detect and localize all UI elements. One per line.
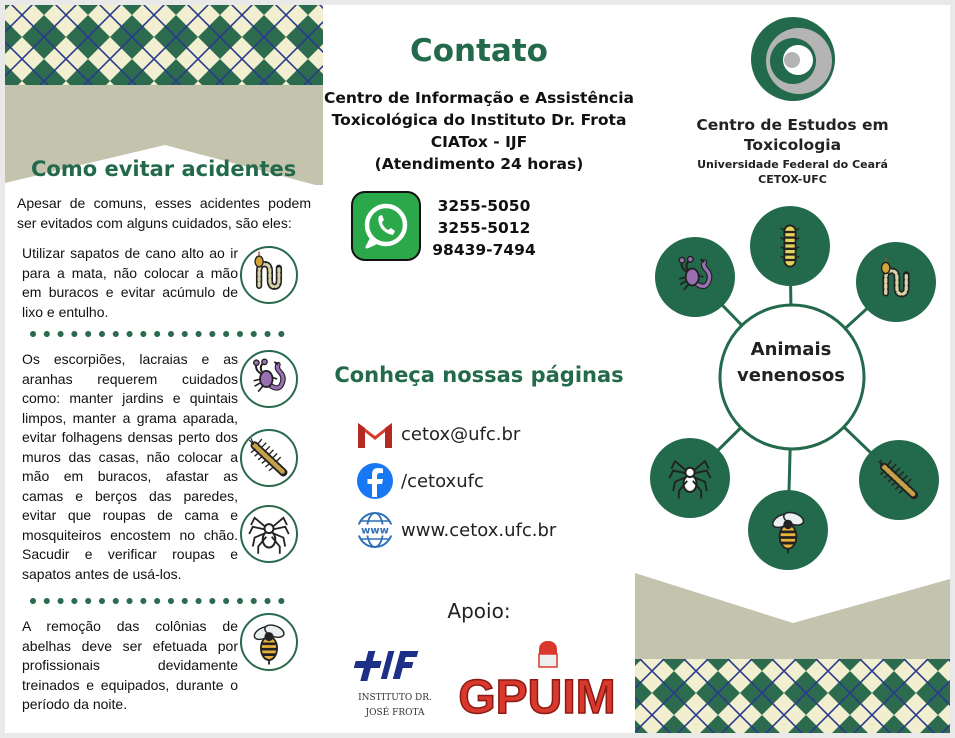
website-text: www.cetox.ufc.br xyxy=(401,519,557,541)
gpuim-wordmark: GPUIM xyxy=(458,671,616,724)
www-globe-icon xyxy=(355,510,395,550)
phone-number[interactable]: 3255-5050 xyxy=(437,197,531,215)
scorpion-icon xyxy=(240,350,298,408)
bee-icon xyxy=(240,613,298,671)
dotted-divider xyxy=(30,598,292,604)
center-label-line: Animais xyxy=(750,339,832,360)
ciatox-line: Toxicológica do Instituto Dr. Frota xyxy=(331,111,627,129)
email-text: cetox@ufc.br xyxy=(401,423,521,445)
panel-prevention xyxy=(5,5,323,733)
prevention-intro: Apesar de comuns, esses acidentes podem ser evitados com alguns cuidados, são eles: xyxy=(17,195,311,231)
ijf-name xyxy=(341,691,449,721)
panel-contact xyxy=(323,5,635,733)
ciatox-line: (Atendimento 24 horas) xyxy=(374,155,584,173)
phone-number[interactable]: 3255-5012 xyxy=(437,219,531,237)
contact-title: Contato xyxy=(410,33,548,69)
org-sub-line: CETOX-UFC xyxy=(758,173,827,186)
ciatox-line: Centro de Informação e Assistência xyxy=(324,89,634,107)
ijf-name-line: JOSÉ FROTA xyxy=(365,708,425,718)
ijf-logo xyxy=(353,641,433,691)
facebook-link[interactable] xyxy=(355,461,484,501)
center-label-line: venenosos xyxy=(737,365,845,386)
website-link[interactable] xyxy=(355,510,556,550)
spider-icon xyxy=(650,438,730,518)
svg-text:www: www xyxy=(361,525,389,537)
center-label xyxy=(721,337,861,389)
phone-numbers xyxy=(431,195,537,261)
org-sub-line: Universidade Federal do Ceará xyxy=(697,158,888,171)
facebook-icon xyxy=(355,461,395,501)
brochure-page xyxy=(5,5,950,733)
argyle-footer-decoration xyxy=(635,573,950,733)
caterpillar-icon xyxy=(750,206,830,286)
scorpion-icon xyxy=(655,237,735,317)
org-name-line: Centro de Estudos em xyxy=(696,116,889,134)
org-name xyxy=(635,115,950,155)
centipede-icon xyxy=(859,440,939,520)
pages-title: Conheça nossas páginas xyxy=(334,363,624,387)
tip-text: Utilizar sapatos de cano alto ao ir para a mata, não colocar a mão em buracos e evitar acúmulo de lixo e entulho. xyxy=(22,245,238,320)
org-subtitle xyxy=(635,157,950,187)
email-link[interactable] xyxy=(355,414,520,454)
snake-icon xyxy=(240,246,298,304)
prevention-title: Como evitar acidentes xyxy=(31,157,297,181)
phone-number[interactable]: 98439-7494 xyxy=(432,241,536,259)
ijf-name-line: INSTITUTO DR. xyxy=(358,693,432,703)
snake-icon xyxy=(856,242,936,322)
panel-cover xyxy=(635,5,950,733)
tip-text: A remoção das colônias de abelhas deve ser efetuada por profissionais devidamente treinados e equipados, durante o período da noite. xyxy=(22,618,238,712)
facebook-text: /cetoxufc xyxy=(401,470,484,492)
ciatox-info xyxy=(323,87,635,175)
tip-text: Os escorpiões, lacraias e as aranhas requerem cuidados como: manter jardins e quintais limpos, manter a grama aparada, evitar folhagens densas perto dos muros das casas, não colocar a mão em buracos, afastar as camas e berços das paredes, evitar que roupas de cama e mosquiteiros encostem no chão. Sacudir e verificar roupas e sapatos antes de usá-los. xyxy=(22,351,238,582)
gmail-icon xyxy=(355,414,395,454)
dotted-divider xyxy=(30,331,292,337)
bee-icon xyxy=(748,490,828,570)
ciatox-line: CIATox - IJF xyxy=(430,133,528,151)
org-name-line: Toxicologia xyxy=(743,136,842,154)
whatsapp-icon[interactable] xyxy=(351,191,421,261)
cetox-spiral-logo xyxy=(747,13,839,105)
centipede-icon xyxy=(240,429,298,487)
gpuim-logo xyxy=(457,635,617,725)
support-label: Apoio: xyxy=(447,599,511,623)
spider-icon xyxy=(240,505,298,563)
